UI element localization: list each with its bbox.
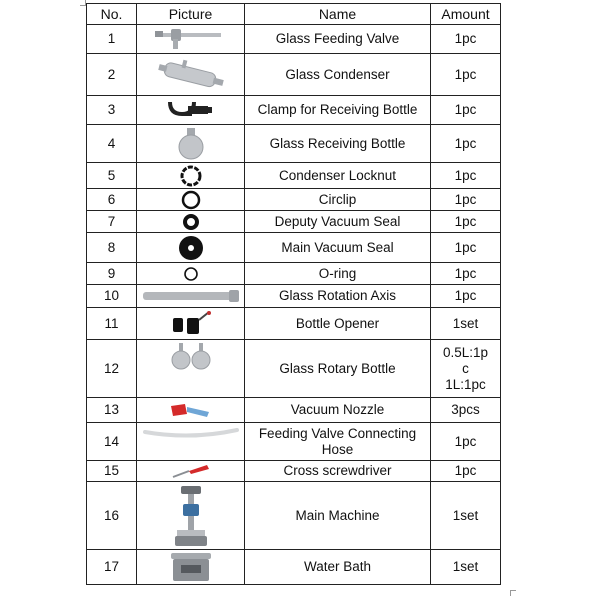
item-amount: 1pc <box>431 54 501 96</box>
item-name: Main Vacuum Seal <box>245 233 431 263</box>
circlip-icon <box>180 190 202 210</box>
rotation-axis-icon <box>141 289 241 303</box>
table-row <box>87 308 501 340</box>
item-amount: 3pcs <box>431 398 501 423</box>
table-row <box>87 263 501 285</box>
item-name <box>245 423 431 461</box>
header-picture: Picture <box>137 4 245 25</box>
item-name: O-ring <box>245 263 431 285</box>
amount-line: 1L:1pc <box>445 376 486 392</box>
table-row <box>87 125 501 163</box>
table-row <box>87 461 501 482</box>
table-row <box>87 25 501 54</box>
row-number: 14 <box>87 423 137 461</box>
vacuum-nozzle-icon <box>167 400 215 420</box>
item-amount: 1pc <box>431 125 501 163</box>
main-seal-icon <box>178 235 204 261</box>
row-number: 5 <box>87 163 137 189</box>
name-line: Hose <box>321 441 354 457</box>
row-number: 16 <box>87 482 137 550</box>
row-number: 8 <box>87 233 137 263</box>
row-number: 7 <box>87 211 137 233</box>
amount-line: c <box>462 360 469 376</box>
row-number: 4 <box>87 125 137 163</box>
item-name: Cross screwdriver <box>245 461 431 482</box>
item-name: Bottle Opener <box>245 308 431 340</box>
item-amount: 1pc <box>431 423 501 461</box>
table-header-row <box>87 4 501 25</box>
hose-icon <box>143 426 239 442</box>
table-row <box>87 233 501 263</box>
item-name: Glass Condenser <box>245 54 431 96</box>
item-name: Circlip <box>245 189 431 211</box>
table-row <box>87 54 501 96</box>
item-name: Clamp for Receiving Bottle <box>245 96 431 125</box>
item-name: Glass Receiving Bottle <box>245 125 431 163</box>
row-number: 13 <box>87 398 137 423</box>
item-name: Glass Rotary Bottle <box>245 340 431 398</box>
table-row <box>87 340 501 398</box>
bottle-opener-icon <box>169 310 213 338</box>
glass-feeding-valve-icon <box>149 27 233 51</box>
locknut-icon <box>179 165 203 187</box>
item-name: Condenser Locknut <box>245 163 431 189</box>
glass-condenser-icon <box>156 58 226 92</box>
item-amount: 1set <box>431 482 501 550</box>
clamp-icon <box>166 98 216 122</box>
table-row <box>87 211 501 233</box>
row-number: 12 <box>87 340 137 398</box>
header-amount: Amount <box>431 4 501 25</box>
table-row <box>87 96 501 125</box>
item-amount: 1pc <box>431 233 501 263</box>
table-row <box>87 482 501 550</box>
item-name: Glass Feeding Valve <box>245 25 431 54</box>
row-number: 17 <box>87 550 137 585</box>
item-amount: 1pc <box>431 263 501 285</box>
row-number: 6 <box>87 189 137 211</box>
item-amount: 1set <box>431 550 501 585</box>
item-amount <box>431 340 501 398</box>
item-amount: 1pc <box>431 163 501 189</box>
item-amount: 1pc <box>431 211 501 233</box>
water-bath-icon <box>167 551 215 583</box>
item-name: Deputy Vacuum Seal <box>245 211 431 233</box>
table-row <box>87 285 501 308</box>
header-name: Name <box>245 4 431 25</box>
o-ring-icon <box>182 265 200 283</box>
table-row <box>87 398 501 423</box>
item-amount: 1pc <box>431 285 501 308</box>
item-amount: 1pc <box>431 189 501 211</box>
page-corner-mark-bottom-right <box>510 590 516 596</box>
amount-line: 0.5L:1p <box>442 344 489 360</box>
receiving-bottle-icon <box>176 127 206 161</box>
row-number: 9 <box>87 263 137 285</box>
table-row <box>87 163 501 189</box>
row-number: 1 <box>87 25 137 54</box>
row-number: 15 <box>87 461 137 482</box>
row-number: 2 <box>87 54 137 96</box>
item-name: Main Machine <box>245 482 431 550</box>
table-row <box>87 189 501 211</box>
item-name: Vacuum Nozzle <box>245 398 431 423</box>
table-row <box>87 550 501 585</box>
item-amount: 1set <box>431 308 501 340</box>
screwdriver-icon <box>169 463 213 479</box>
item-amount: 1pc <box>431 461 501 482</box>
main-machine-icon <box>171 484 211 548</box>
header-no: No. <box>87 4 137 25</box>
rotary-bottle-icon <box>169 342 213 372</box>
row-number: 3 <box>87 96 137 125</box>
item-amount: 1pc <box>431 96 501 125</box>
row-number: 11 <box>87 308 137 340</box>
item-amount: 1pc <box>431 25 501 54</box>
table-row <box>87 423 501 461</box>
deputy-seal-icon <box>181 212 201 232</box>
row-number: 10 <box>87 285 137 308</box>
item-name: Water Bath <box>245 550 431 585</box>
item-name: Glass Rotation Axis <box>245 285 431 308</box>
name-line: Feeding Valve Connecting <box>258 425 417 441</box>
parts-list-table <box>86 3 501 585</box>
